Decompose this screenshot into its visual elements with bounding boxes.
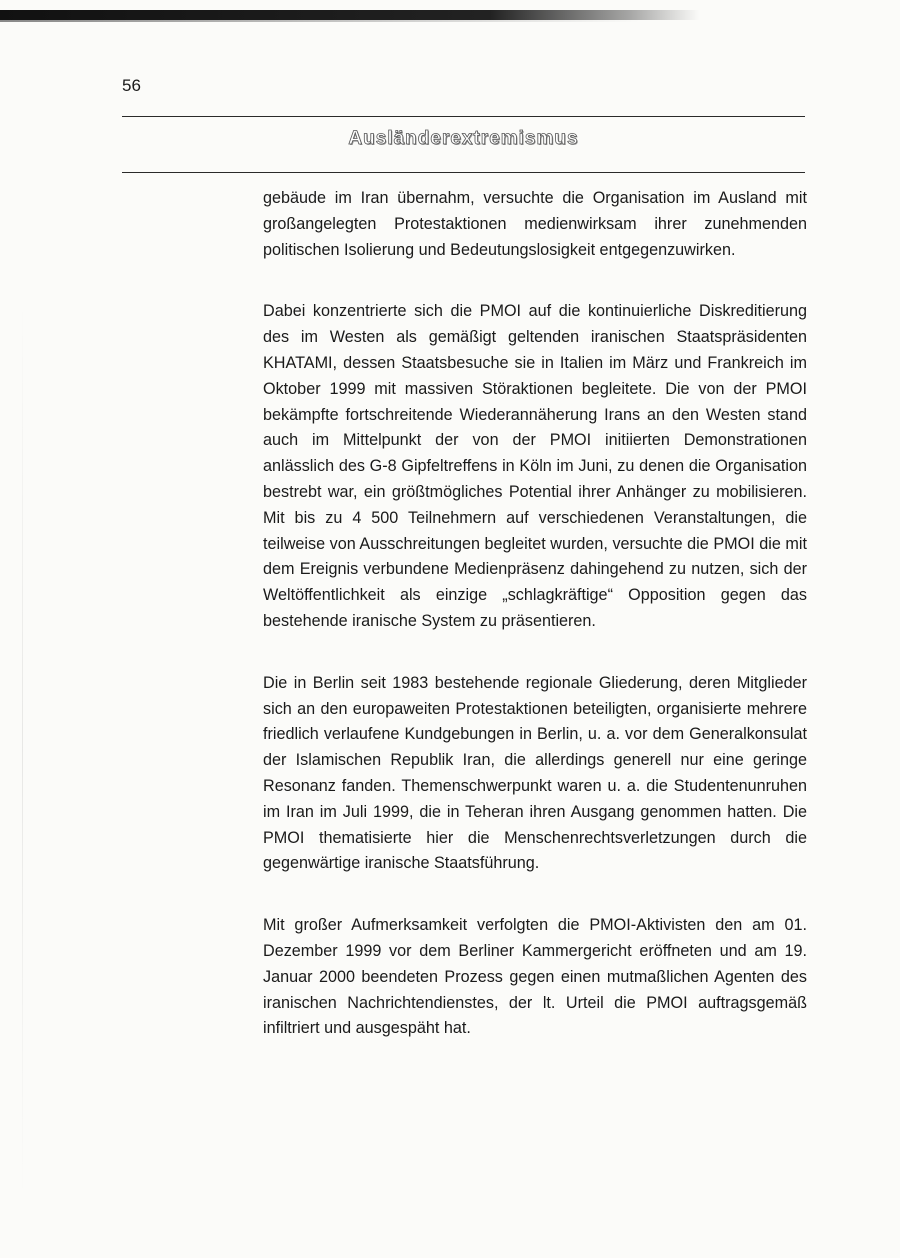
scan-edge-bar bbox=[0, 10, 700, 20]
header-rule-bottom bbox=[122, 172, 805, 173]
paragraph-3: Die in Berlin seit 1983 bestehende regionale Gliederung, deren Mitglieder sich an den europaweiten Protestaktionen beteiligten, organisierte mehrere friedlich verlaufene Kundgebungen in Berlin, u. a. vor dem Generalkonsulat der Islamischen Republik Iran, die allerdings generell nur eine geringe Resonanz fanden. Themenschwerpunkt waren u. a. die Studentenunruhen im Iran im Juli 1999, die in Teheran ihren Ausgang genommen hatten. Die PMOI thematisierte hier die Menschenrechtsverletzungen durch die gegenwärtige iranische Staatsführung. bbox=[263, 673, 807, 873]
paragraph-2: Dabei konzentrierte sich die PMOI auf die kontinuierliche Diskreditierung des im Westen als gemäßigt geltenden iranischen Staatspräsidenten KHATAMI, dessen Staatsbesuche sie in Italien im März und Frankreich im Oktober 1999 mit massiven Störaktionen begleitete. Die von der PMOI bekämpfte fortschreitende Wiederannäherung Irans an den Westen stand auch im Mittelpunkt der von der PMOI initiierten Demonstrationen anlässlich des G-8 Gipfeltreffens in Köln im Juni, zu denen die Organisation bestrebt war, ein größtmögliches Potential ihrer Anhänger zu mobilisieren. Mit bis zu 4 500 Teilnehmern auf verschiedenen Veranstaltungen, die teilweise von Ausschreitungen begleitet wurden, versuchte die PMOI die mit dem Ereignis verbundene Medienpräsenz dahingehend zu nutzen, sich der Weltöffentlichkeit als einzige „schlagkräftige“ Opposition gegen das bestehende iranische System zu präsentieren. bbox=[263, 302, 807, 630]
body-text bbox=[263, 186, 807, 1042]
paragraph-4: Mit großer Aufmerksamkeit verfolgten die PMOI-Aktivisten den am 01. Dezember 1999 vor dem Berliner Kammergericht eröffneten und am 19. Januar 2000 beendeten Prozess gegen einen mutmaßlichen Agenten des iranischen Nachrichtendienstes, der lt. Urteil die PMOI auftragsgemäß infiltriert und ausgespäht hat. bbox=[263, 916, 807, 1038]
scan-binding-edge bbox=[22, 300, 23, 1200]
paragraph-1: gebäude im Iran übernahm, versuchte die Organisation im Ausland mit großangelegten Protestaktionen medienwirksam ihrer zunehmenden politischen Isolierung und Bedeutungslosigkeit entgegenzuwirken. bbox=[263, 189, 807, 259]
header-rule-top bbox=[122, 116, 805, 117]
section-title: Ausländerextremismus bbox=[348, 128, 579, 149]
scan-edge-shadow bbox=[0, 20, 640, 22]
page-number: 56 bbox=[122, 76, 141, 95]
